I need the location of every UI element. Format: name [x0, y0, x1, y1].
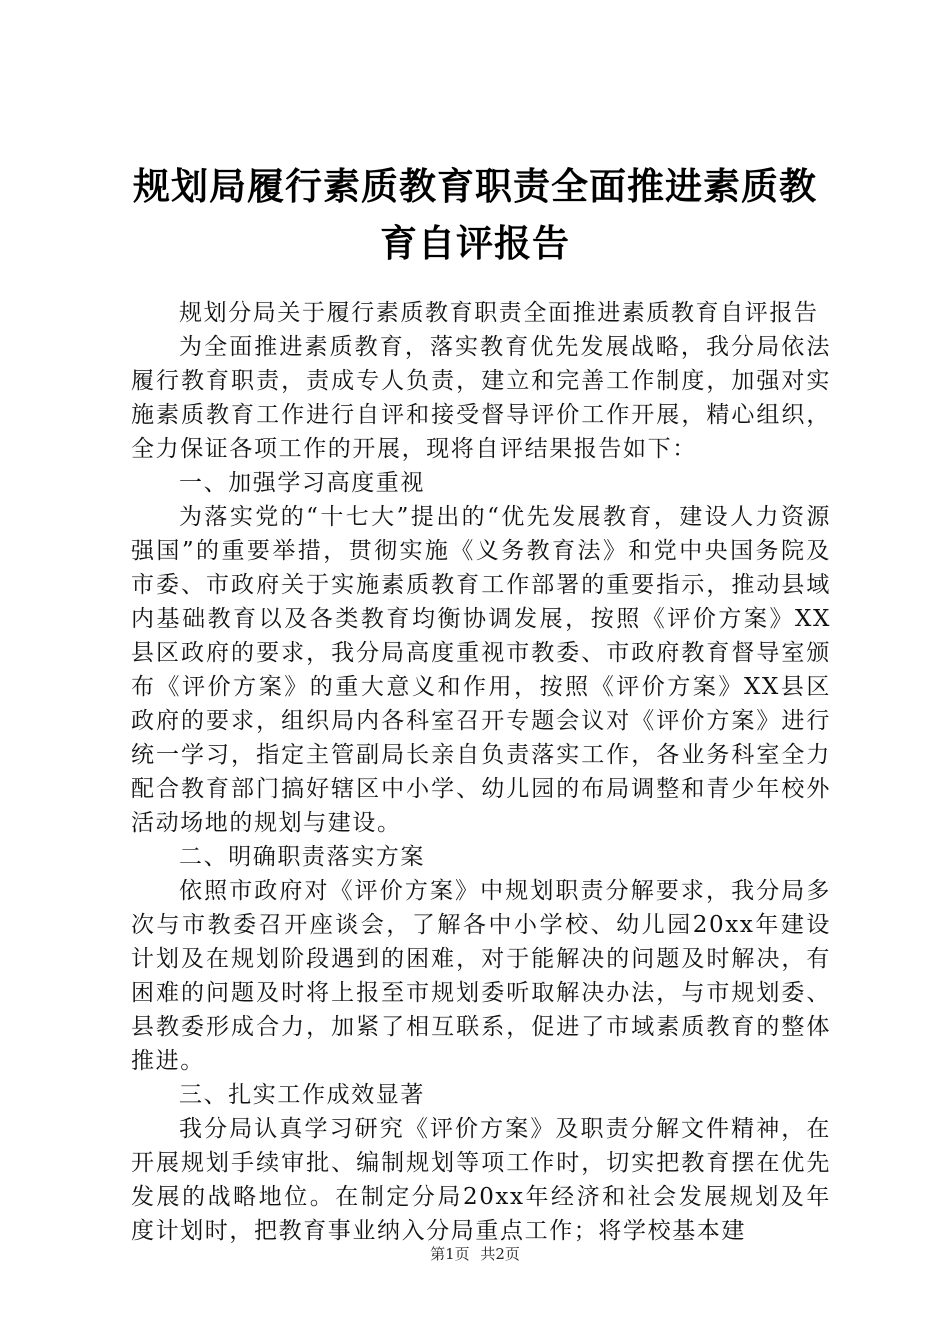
- page-total: 共2页: [480, 1245, 520, 1263]
- paragraph-report-heading: 规划分局关于履行素质教育职责全面推进素质教育自评报告: [179, 300, 819, 326]
- paragraph-section-2: 依照市政府对《评价方案》中规划职责分解要求，我分局多次与市教委召开座谈会，了解各中小学校、幼儿园20xx年建设计划及在规划阶段遇到的困难，对于能解决的问题及时解决，有困难的问题及时将上报至市规划委听取解决办法，与市规划委、县教委形成合力，加紧了相互联系，促进了市域素质教育的整体推进。: [131, 878, 831, 1074]
- section-heading-3: 三、扎实工作成效显著: [179, 1082, 425, 1108]
- paragraph-section-1: 为落实党的“十七大”提出的“优先发展教育，建设人力资源强国”的重要举措，贯彻实施《义务教育法》和党中央国务院及市委、市政府关于实施素质教育工作部署的重要指示，推动县域内基础教育以及各类教育均衡协调发展，按照《评价方案》XX县区政府的要求，我分局高度重视市教委、市政府教育督导室颁布《评价方案》的重大意义和作用，按照《评价方案》XX县区政府的要求，组织局内各科室召开专题会议对《评价方案》进行统一学习，指定主管副局长亲自负责落实工作，各业务科室全力配合教育部门搞好辖区中小学、幼儿园的布局调整和青少年校外活动场地的规划与建设。: [131, 504, 831, 836]
- document-body: [131, 296, 831, 1248]
- page-footer: [0, 1244, 950, 1264]
- paragraph-intro: 为全面推进素质教育，落实教育优先发展战略，我分局依法履行教育职责，责成专人负责，建立和完善工作制度，加强对实施素质教育工作进行自评和接受督导评价工作开展，精心组织，全力保证各项工作的开展，现将自评结果报告如下：: [131, 334, 831, 462]
- section-heading-2: 二、明确职责落实方案: [179, 844, 425, 870]
- paragraph-section-3: 我分局认真学习研究《评价方案》及职责分解文件精神，在开展规划手续审批、编制规划等项工作时，切实把教育摆在优先发展的战略地位。在制定分局20xx年经济和社会发展规划及年度计划时，把教育事业纳入分局重点工作；将学校基本建: [131, 1116, 831, 1244]
- document-title: 规划局履行素质教育职责全面推进素质教育自评报告: [133, 165, 817, 265]
- section-heading-1: 一、加强学习高度重视: [179, 470, 425, 496]
- page-number: 第1页: [430, 1245, 470, 1263]
